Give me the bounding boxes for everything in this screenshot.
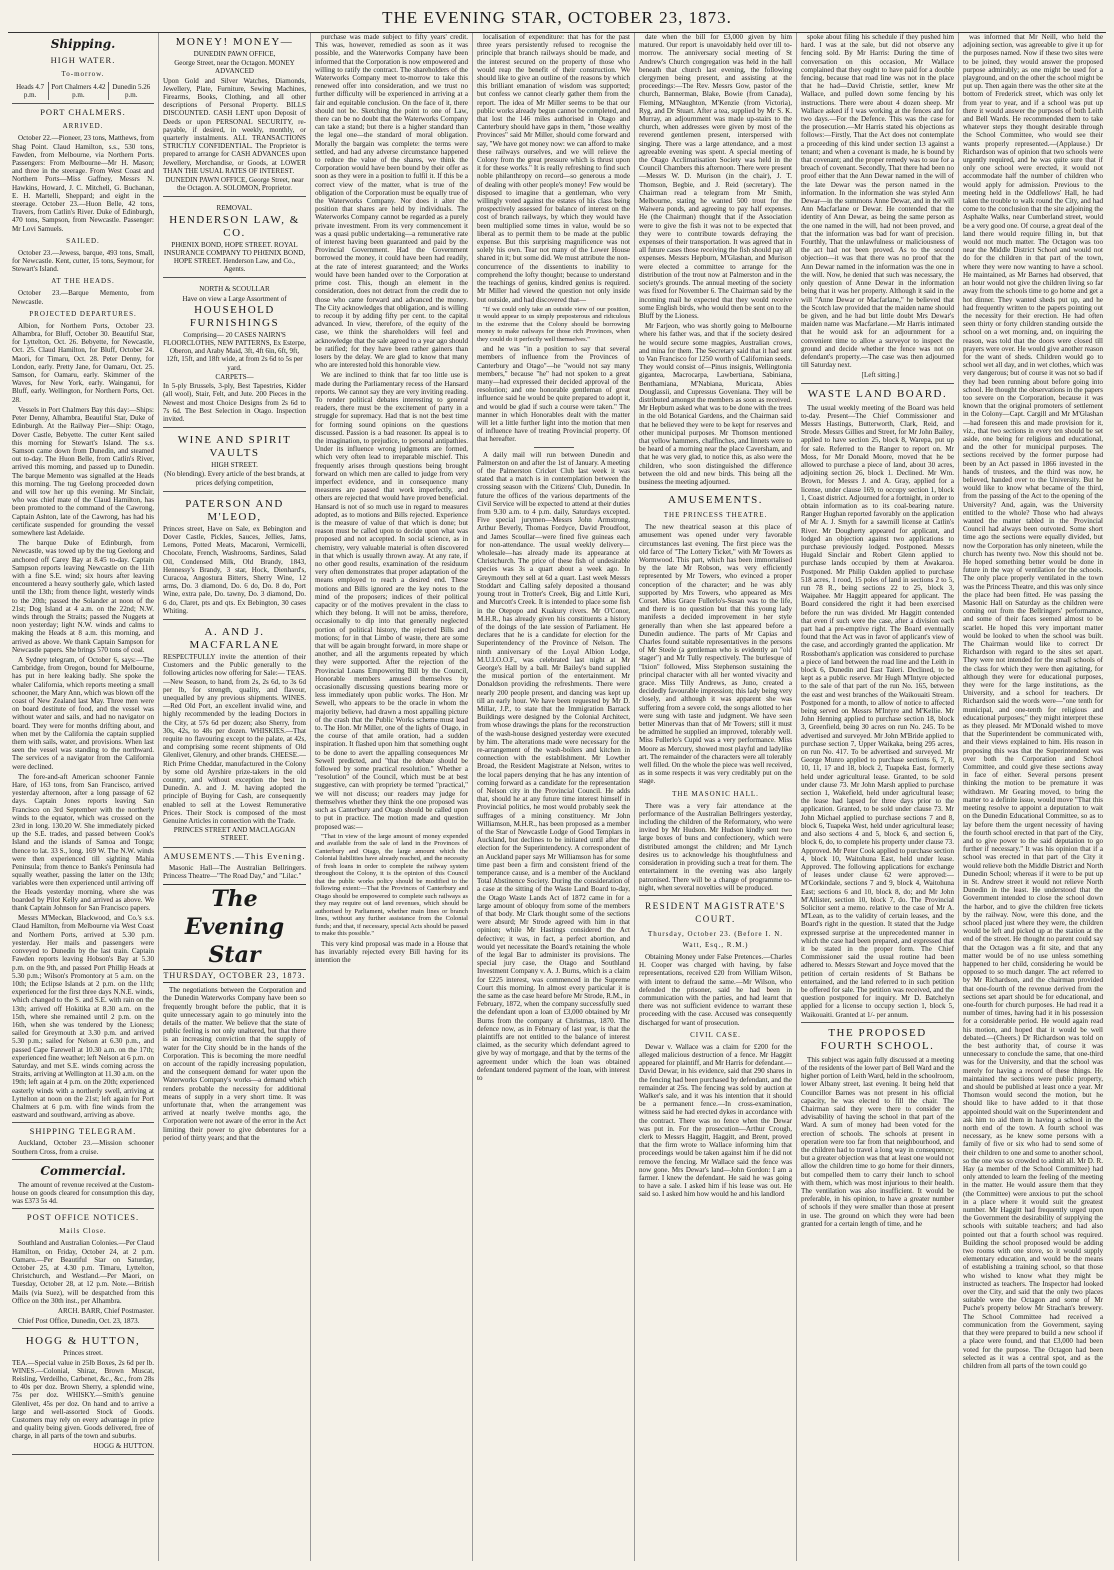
- masonic-hall-heading: THE MASONIC HALL.: [672, 789, 759, 798]
- column-5: [635, 33, 797, 1561]
- north-scoullar-ad: [163, 281, 306, 428]
- projected-text: Albion, for Northern Ports, October 23. Alhambra, for Bluff, October 30. Beautiful Star, for Lyttelton, Oct. 26. Bebyette, for Newcastle, Oct. 25. Claud Hamilton, for Bluff, October 24. Maori, for Timaru, Oct. 28. Peter Denny, for London, early. Pretty Jane, for Oamaru, Oct. 25. Samson, for Oamaru, early. Skimmer of the Waves, for New York, early. Wainganui, for Bluff, early. Wellington, for Northern Ports, Oct. 28.: [12, 321, 154, 404]
- commercial-title: Commercial.: [40, 1163, 126, 1178]
- tide-dunedin: Dunedin 5.26 p.m.: [112, 83, 151, 100]
- column-7: [959, 33, 1107, 1561]
- sailed-text: October 23.—Jewess, barque, 493 tons, Small, for Newcastle. Kent, cutter, 15 tons, Seymour, for Stewart's Island.: [12, 248, 154, 274]
- tide-table: [12, 82, 154, 100]
- waste-land-heading: WASTE LAND BOARD.: [807, 387, 948, 400]
- masonic-hall-text: There was a very fair attendance at the performance of the Australian Bellringers yesterday, including the children of the Reformatory, who were invited by Mr Hudson. Mr Hudson kindly sent two large boxes of buns and confectionery, which were distributed amongst the children; and Mr Lynch desires us to acknowledge his thoughtfulness and consideration in providing such a treat for them. The entertainment in the evening was also largely patronised. There will be a change of programme to-night, when several novelties will be produced.: [639, 801, 792, 892]
- pawn-sub: George Street, near the Octagon. MONEY ADVANCED: [174, 59, 295, 76]
- henderson-ad: [163, 200, 306, 278]
- removal-heading: REMOVAL.: [216, 204, 253, 213]
- telegram-heading: SHIPPING TELEGRAM.: [29, 1126, 137, 1137]
- acclimatisation-text: Mr Farjeon, who was shortly going to Melbourne where his father was, and that if the society desired he would secure some magpies, Australian crows, and mina for them. The Secretary said that it had sent to Van Francisco for 1250 worth of Californian seeds. They would consist of—Pinus insignis, Wellingtonia gigantea, Macrocarpa, Lawbertiana, Sabiniana, Benthamiana, M'Nabiana, Muricata, Abies Douglassii, and Cupressus Goveniana. They will be distributed amongst the members as soon as received. Mr Hepburn asked what was to be done with the trees in the old Botanical Gardens, and the Chairman said that he believed they were to be kept for reserves and other municipal purposes. Mr Thomson mentioned that yellow hammers, chaffinches, and linnets were to be heard of a morning near the place Caversham, and that he was very glad, to notice this, as also were the children, who soon distinguished the difference between the old and new birds. This being all the business the meeting adjourned.: [639, 322, 792, 486]
- postmaster: ARCH. BARR, Chief Postmaster.: [57, 1307, 154, 1315]
- projected-heading: PROJECTED DEPARTURES.: [29, 309, 137, 318]
- fourth-school-text: This subject was again fully discussed at a meeting of the residents of the lower part of Bell Ward and the higher portion of Leith Ward, held in the schoolroom, lower Albany street, last evening. It being held that Councillor Barnes was not present in his official capacity, he was elected to fill the chair. The Chairman said they were there to consider the advisability of having the school in that part of the Ward. A sum of money had been voted for the erection of schools. The schools at present in operation were too far from that neighbourhood, and the children had to travel a long way in consequence; but a greater objection was that at least one would not allow the children time to go home for their dinners, but compelled them to carry their lunch to school with them, which was most injurious to their health. The ventilation was also insufficient. It would be preferable, in his opinion, to have a greater number of schools if they were smaller than those at present in use. The ground on which they were had been granted for a certain length of time, and he: [801, 1055, 954, 1228]
- tide-port-chalmers: Port Chalmers 4.42 p.m.: [49, 82, 108, 100]
- column-1: [8, 33, 159, 1561]
- editorial-text: The negotiations between the Corporation and the Dunedin Waterworks Company have been so frequently brought before the public, that it is quite unnecessary again to go minutely into the details of the matter. We believe that the state of public feeling is not only unaltered, but that there is an increasing conviction that the supply of water for the City should be in the hands of the Corporation. This is becoming the more needful on account of the rapidly increasing population, and the consequent demand for water upon the Waterworks Company's works—a demand which renders probable the necessity for additional means of supply in a very short time. It was unfortunate that, when the arrangement was arrived at nearly twelve months ago, the Corporation were not aware of the error in the Act limiting their power to give debentures for a period of thirty years; and that the: [163, 986, 306, 1142]
- court-text: Obtaining Money under False Pretences.—Charles H. Cooper was charged with having, by false representations, received £20 from William Wilson, with intent to defraud the same.—Mr Wilson, who defended the prisoner, said he had been in communication with the parties, and had learnt that there was not sufficient evidence to warrant these proceeding with the case. Accused was consequently discharged for want of prosecution.: [639, 952, 792, 1027]
- wine-sub: HIGH STREET.: [211, 461, 258, 470]
- column-4: [473, 33, 635, 1561]
- news-items-continued: date when the bill for £3,000 given by him matured. Our report is unavoidably held over till to-morrow. The anniversary social meeting of St Andrew's Church congregation was held in the hall beneath that church last evening, the following clergymen being present, and assisting at the proceedings:—The Rev. Messrs Gow, pastor of the church, Bannerman, Blake, Bowie (from Canada), Fleming, M'Naughton, M'Kenzie (from Victoria), Ryg, and Dr Stuart. After a tea, supplied by Mr S. K. Murray, an adjournment was made up-stairs to the church, when addresses were given by most of the reverend gentlemen present, interspersed with singing. There was a large attendance, and a most agreeable evening was spent. A special meeting of the Otago Acclimatisation Society was held in the Council Chambers this afternoon. There were present—Messrs W. D. Murison (in the chair), J. T. Thomson, Begbie, and J. Reid (secretary). The Chairman read a telegram from Mr Smith, Melbourne, stating he wanted 500 trout for the Waiwera ponds, and agreeing to pay half expenses. He (the Chairman) thought that if the Association were to give the fish it was not to be expected that they were to contribute towards defraying the expenses of their transportation. It was agreed that in all future cases those receiving the fish should pay all expenses. Messrs Hepburn, M'Glashan, and Murison were elected a committee to arrange for the distribution of the trout now at Palmerston and in the society's grounds. The annual meeting of the society was fixed for November 6. The Chairman said by the incoming mail he expected that they would receive some English birds, who would then be sent on to the Bluff by the Lioness.: [639, 33, 792, 320]
- pawn-office-ad: [163, 33, 306, 197]
- evening-star-title: The Evening Star: [163, 884, 306, 969]
- localisation-article: localisation of expenditure: that has for the past three years persistently refused to recognise the principle that branch railways should be made, and the interest secured on the property of those who would reap the benefit of their construction. We should like to give an outline of the reasons by which this brilliant emanation of wisdom was supported; but confess we cannot clearly gather them from the report. The idea of Mr Miller seems to be that our public works already begun cannot be completed, and that lost the 146 miles authorised in Otago and Canterbury should have gaps in them, "those wealthy Provinces" said Mr Miller, should come forward and say, "We have got money now: we can afford to make these railways ourselves, and we will relieve the Colony from the great pressure which is thrust upon it for these works." It is really refreshing to find such noble philanthropy on record—so generous a mode of dealing with other people's money! Few would be disposed to imagine that a gentleman, who very willingly voted against the estates of his class being prospectively assessed for balance of interest on the cost of branch railways, by which they would have been multiplied some times in value, would be so liberal as to permit them to be made at the public expense. But this surprising magnificence was not solely his own. Tear not many of the Lower House shared in it; but some did. We must attribute the non-concurrence of the dissentients to inability to comprehend the lofty thought; because to understand the teachings of genius, kindred genius is required. Mr Miller had viewed the question not only inside but outside, and had discovered that—: [477, 33, 630, 304]
- fourth-school-heading: THE PROPOSED FOURTH SCHOOL.: [820, 1026, 935, 1052]
- miller-quote: "If we could only take an outside view of our position, it would appear to us simply preposterous and ridiculous in the extreme that the Colony should be borrowing money to make railways for those rich Provinces, when they could do it perfectly well themselves.": [477, 305, 630, 343]
- arrived-text: October 22.—Pioneer, 23 tons, Matthews, from Shag Point. Claud Hamilton, s.s., 530 tons, Fawden, from Melbourne, via Northern Ports. Passengers: From Melbourne—Mr H. Mason; and three in the steerage. From West Coast and Northern Ports—Miss Gaffney, Messrs N. Hawkins, Howard, J. C. Mitchell, G. Buchanan, E. H. Martelli, Sheppard; and eight in the steerage. October 23.—Huon Belle, 42 tons, Travers, from Catlin's River. Duke of Edinburgh, 470 tons, Sampson, from Newcastle. Passenger: Mr Lovi Samuels.: [12, 134, 154, 233]
- customs-text: The amount of revenue received at the Custom-house on goods cleared for consumption this day, was £373 5s 4d.: [12, 1180, 154, 1206]
- hogg-text: TEA.—Special value in 25lb Boxes, 2s 6d per lb. WINES.—Colonial, Shiraz, Brown Muscat, Reisling, Verdeilho, Carbenet, &c., &c., from 28s to 40s per doz. Brown Sherry, a splendid wine, 75s per doz. WHISKY.—Smith's genuine Glenlivet, 45s per doz. On hand and to arrive a large and well-assorted Stock of Goods. Customers may rely on every advantage in price and quality being given. Goods delivered, free of charge, in all parts of the town and suburbs.: [12, 1358, 154, 1441]
- henderson-text: PHŒNIX BOND, HOPE STREET. ROYAL INSURANCE COMPANY TO PHŒNIX BOND, HOPE STREET. Henderson Law, and Co., Agents.: [163, 240, 306, 274]
- money-heading: MONEY! MONEY—: [175, 36, 294, 48]
- shipping-title: Shipping.: [50, 37, 116, 51]
- wine-text: (No blending). Every article of the best brands, at prices defying competition,: [164, 470, 305, 487]
- hansard-article: We are inclined to think that far too little use is made during the Parliamentary recess of the Hansard reports. We cannot say they are very inviting reading. To render political debates interesting to general readers, there must be the excitement of party in a struggle for supremacy. Had that is not the best time for forming sound opinions on the questions discussed. Passion is a bad reasoner. Its appeal is to the imagination, to prejudice, to personal antipathies. Under its influence wrong judgments are formed, which very often lead to irreparable mischief. This frequently arises through questions being brought forward on which men are called to judge from very imperfect evidence, and in consequence many measures are passed that work imperfectly, and others are rejected that would have proved beneficial. Hansard is not of so much use in regard to measures adopted, as to motions and Bills rejected. Experience is the measure of value of that which is done; but reason must be called upon to decide upon what was proposed and not accepted. In social science, as in chemistry, very valuable material is often discovered in that which is usually thrown away. At any rate, if no other good results, examination of the residuum very often demonstrates that proper adaptation of the means employed to reach a desired end. These motions and Bills ignored are the key notes to the mind of the proposers; indices of their political capacity or of the motives prevalent in the class to which they belong. It will not be amiss, therefore, occasionally to dip into that generally neglected portion of political history, the rejected Bills and motions; for in that Limbo of waste, there are some that will be again brought forward, in more shape or another, and all the arguments repeated by which they were supported. After the rejection of the Provincial Loans Empowering Bill by the Council, Honorable members amused themselves by occasionally discussing questions bearing more or less immediately upon public works. The Hon. Mr Sewell, who appears to be the oracle in whom the majority believe, had drawn a most appalling picture of the crash that the Public Works scheme must lead to. The Hon. Mr Miller, one of the lights of Otago, in the course of that amile oration, had a sudden inspiration. It flashed upon him that something ought to be done to avert the appalling consequences Mr Sewell predicted, and "that the debate should be followed by some practical resolution." Whether a "resolution" of the Council, which must be at best suggestive, can with propriety be termed "practical," we will not discuss; our readers may judge for themselves whether they think the one proposed was such as Canterbury and Otago should be called upon to put in practice. The motion made and question proposed was:—: [315, 371, 468, 831]
- civil-case-text: Dewar v. Wallace was a claim for £200 for the alleged malicious destruction of a fence. Mr Haggitt appeared for plaintiff, and Mr Harris for defendant.—David Dewar, in his evidence, said that 290 shares in the fencing had been purchased by defendant, and the remainder at 25s. The fencing was sold by auction at Walker's sale, and it was his intention that it should be a permanent fence.—In cross-examination, witness said he had erected dykes in accordance with the contract. There was no fence when the Dewar was put in. For the prosecution—Arthur Crough, clerk to Messrs Haggitt, Haggitt, and Brent, proved that the firm wrote to Wallace informing him that proceedings would be taken against him if he did not remove the fencing. Mr Wallace said the fence was now gone. Mrs Dewar's land—John Gordon: I am a farmer. I knew the defendant. He said he was going to have a sale. I asked him if his lease was out. He said so. I asked him how would he and his landlord: [639, 1042, 792, 1199]
- columns: [8, 33, 1106, 1561]
- hogg-sub: Princes street.: [63, 1349, 103, 1358]
- column-3: [311, 33, 473, 1561]
- hansard-continued: This very kind proposal was made in a House that has invariably rejected every Bill having for its intention the: [315, 939, 468, 965]
- at-heads-heading: AT THE HEADS.: [51, 277, 115, 286]
- princess-theatre-text: The new theatrical season at this place of amusement was opened under very favorable circumstances last evening. The first piece was the old farce of "The Lottery Ticket," with Mr Towers as Wormwood. This part, which has been immortalised by the late Mr Robson, was very efficiently represented by Mr Towers, who evinced a proper conception of the character; and he was ably supported by Mrs Towers, who appeared as Mrs Corset. Miss Grace Fullerlo's-Susan was to the life, and there is no question but that this young lady manifests a decided improvement in her style generally than when she last appeared before a Dunedin audience. The parts of Mr Capias and Charles found suitable representatives in the persons of Mr Steele (a gentleman who is evidently an "old stager") and Mr Tully respectively. The burlesque of "Ixion" followed, Miss Stephenson sustaining the principal character with all her wonted vivacity and grace. Miss Tilly Andrews, as Juno, created a decidedly favourable impression; this lady being very closely, and although it was apparent she was suffering from a severe cold, the songs allotted to her were sung with taste and judgment. We have seen better Minervas than that of Mr Towers; still it must be admitted he supplied an improved, tolerably well. Miss Fullerlo's Cupid was a very performance. Miss Moore as Mercury, showed most playful and ladylike art. The remainder of the characters were all tolerably well filled. On the whole the piece was well received, as in some respects it was very creditably put on the stage.: [639, 523, 792, 786]
- paterson-mleod-ad: [163, 495, 306, 620]
- masthead: THE EVENING STAR, OCTOBER 23, 1873.: [8, 6, 1106, 33]
- north-heading: NORTH & SCOULLAR: [199, 285, 270, 294]
- pawn-sign: DUNEDIN PAWN OFFICE, George Street, near the Octagon. A. SOLOMON, Proprietor.: [165, 176, 304, 193]
- editorial-continued: purchase was made subject to fifty years' credit. This was, however, remedied as soon as it was possible, and the Waterworks Company have been informed that the Corporation is now empowered and willing to ratify the contract. The shareholders of the Waterworks Company meet to-morrow to take this renewed offer into consideration, and we trust no further difficulty will be experienced in arriving at a fair and equitable conclusion. On the face of it, there should not be. Sketching the point to one of Law, there can be no doubt that the Waterworks Company can take a stand; but there is a higher standard than the legal one—the standard of moral obligation. Morally the bargain was complete: the terms were settled, and had any adverse circumstance happened to reduce the value of the shares, we think the Corporation would have been bound by their offer as soon as they were in a position to fulfil it. If this be a correct view of the matter, what is true of the obligation of the Corporation must be equally true of the Waterworks Company. Nor does it alter the position that shares are held by individuals. The Waterworks Company cannot be regarded as a purely private investment. From its very commencement it was a quasi public undertaking—a remunerative rate of interest having been guaranteed and paid by the Provincial Government. Had the Government borrowed the money, it could have been had readily, at the rate of interest guaranteed; and the Works would have been handed over to the Corporation at prime cost. This, though an element in the consideration, does not detract from the credit due to those who came forward and advanced the money. The City acknowledges that obligation, and is willing to recoup it by adding fifty per cent. to the capital advanced. In view, therefore, of the equity of the case, we think the shareholders will feel and acknowledge that the sale agreed to a year ago should be ratified; for they have been rather gainers than losers by the delay. We are glad to know that many who are interested hold this honorable view.: [315, 33, 468, 370]
- pawn-text: Upon Gold and Silver Watches, Diamonds, Jewellery, Plate, Furniture, Sewing Machines, Firearms, Books, Clothing, and all other descriptions of Personal Property. BILLS DISCOUNTED. CASH LENT upon Deposit of Deeds or upon PERSONAL SECURITY, re-payable, if desired, in weekly, monthly, or quarterly instalments. ALL TRANSACTIONS STRICTLY CONFIDENTIAL. The Proprietor is prepared to arrange for CASH ADVANCES upon Jewellery, Merchandise, or Goods, at LOWER THAN THE USUAL RATES OF INTEREST.: [163, 76, 306, 175]
- shipping-body-2: The barque Duke of Edinburgh, from Newcastle, was towed up by the tug Geelong and anchored off Carey Bay at 8.45 to-day. Captain Sampson reports leaving Newcastle on the 11th with a fine S.E. wind; six hours after leaving encountered a heavy southerly gale, which lasted until the 13th; from thence light, westerly winds to the 20th; passed the Solander at noon of the 21st; Dog Island at 4 a.m. on the 22nd; N.W. winds through the Straits; passed the Nuggets at noon yesterday; light N.W. winds and calms to making the Heads at 8 a.m. this morning, and arrived as above. We thank Captain Sampson for Newcastle papers. She brings 570 tons of coal.: [12, 539, 154, 654]
- amusements-tonight-heading: AMUSEMENTS.—This Evening.: [163, 850, 306, 861]
- localisation-conclusion: and he was "in a position to say that several members of influence from the Provinces of Canterbury and Otago"—he "would not say many members," because "he" had not spoken to a great many—had expressed their decided approval of the resolution; and one honorable gentleman of great influence said he would be quite prepared to adopt it, and would be glad if such a course were taken." The manner in which Honorables dealt with the matter will let a little further light into the motion that men of influence have of treating Provincial property. Of that hereafter.: [477, 345, 630, 444]
- court-heading: RESIDENT MAGISTRATE'S COURT.: [645, 900, 786, 924]
- paterson-text: Princes street, Have on Sale, ex Bebington and Dover Castle, Pickles, Sauces, Jellies, Jams, Lemons, Potted Meats, Macaroni, Vermicelli, Chocolate, French, Washrooms, Sardines, Salad Oil, Condensed Milk, Old Brandy, 1843, Hennessy's Brandy, 3 star, Hock, Dienhard's, Curacoa, Angostura Bitters, Sherry Wine, 12 arms, Do. 3 diamond, Do. 6 do, Do. 8 do, Port Wine, extra pale, Do. tawny, Do. 3 diamond, Do. 6 do, Claret, pts and qts. Ex Bebington, 30 cases Whiting.: [163, 524, 306, 615]
- waste-land-text: The usual weekly meeting of the Board was held to-day. Present—The Chief Commissioner and Messrs Hastings, Butterworth, Clark, Reid, and Strode. Messrs Gillies and Street, for Mr John Bailey, applied to have section 25, block 8, Warepa, put up for sale. Referred to the Ranger to report on. Mr Moss, for Mr Donald Moore, moved that he be allowed to purchase a piece of land, about 30 acres, adjoining section 26, block 1. Declined. Mr Wm. Brown, for Messrs J. and A. Gray, applied for a license, under clause 169, to occupy section 1, block 1, Coast district. Adjourned for a fortnight, in order to obtain information as to its coal-bearing nature. Ranger Hughan reported favorably on the application of Mr A. J. Smyth for a sawmill license at Catlin's River. Mr Dougherty appeared for applicant, and lodged an objection against two applications to purchase previously lodged. Postponed. Messrs Hugald Sinclair and Robert Glenn applied to purchase lands occupied by them at Awakaroa. Postponed. Mr Philip Oakden applied to purchase 518 acres, 1 rood, 15 poles of land in sections 2 to 5, run 78 R., being sections 22 to 25, block 3, Waipahee. Mr Haggitt appeared for applicant. The Board considered the right it had been exercised before the run was divided. Mr Haggitt contended that even if such were the case, after a division each part had a pre-emptive right. The Board eventually found that the Act was in favor of applicant's view of the case, and accordingly granted the application. Mr Rossbotham's application was considered to purchase a piece of land between the road line and the Leith in block 6, Dunedin and East Taieri. Declined, to be kept as a public reserve. Mr Hugh M'Intyre objected to the sale of that part of the run No. 165, between the east and west branches of the Waikouaiti Stream. Postponed for a month, to allow of notice to affected being served on Messrs M'Intyre and M'Kellie. Mr John Henning applied to purchase section 18, block 3, Greenfield, being 30 acres on run No. 245. To be advertised and surveyed. Mr John M'Bride applied to purchase section 7, Upper Waikaka, being 295 acres, on run No. 417. To be advertised and surveyed. Mr George Munro applied to purchase sections 6, 7, 8, 10, 11, 17 and 18, block 2, Tuapeka East, formerly held under agricultural lease. Granted, to be sold under clause 73. Mr John Marsh applied to purchase section 1, Wakefield, held under agricultural lease; the lease had lapsed for three days prior to the application. Granted, to be sold under clause 73. Mr John Michael applied to purchase sections 7 and 8, block 6, Tuapeka West, held under agricultural lease; and also sections 4 and 5, block 6, and section 6, block 6, do, to complete his property under clause 73. Approved. Mr Peter Cook applied to purchase section 4, block 10, Waitohuna East, held under lease. Approved. The following applications for exchange of leases under clause 62 were approved:—M'Corkindale, sections 7 and 9, block 4, Waitohuna East; sections 6 and 10, block 8, do; and Mr John M'Allister, section 10, block 7, do. The Provincial Solicitor sent a memo. relative to the case of Mr A. M'Lean, as to the validity of certain leases, and the Board's right in the question. It stated that the Judge expressed surprise at the unprecedented manner in which the case had been prepared, and expressed that it be stated in the proper form. The Chief Commissioner said the usual routine had been adhered to. Messrs Stewart and Joyce moved that the petition of certain residents of St Bathans be entertained, and the land referred to in such petition be offered for sale. The petition was received, and the question postponed for inquiry. Mr D. Batchelyn applied for a license to occupy section 1, block 5, Waikouaiti. Granted at 1/- per annum.: [801, 403, 954, 1019]
- shipping-body-4: The fore-and-aft American schooner Fannie Hare, of 163 tons, from San Francisco, arrived yesterday afternoon, after a long passage of 62 days. Captain Jones reports leaving San Francisco on 3rd September with the northerly winds to the equator, which was crossed on the 23rd in long. 130.20 W. She immediately picked up the S.E. trades, and passed between Cook's Island and the islands of Samoa and Tonga; thence to lat. 33 S., long. 169 W. The N.W. winds were then experienced till sighting Mahia Peninsula; from thence to Banks's Peninsula had squally weather, passing the latter on the 13th; variables were then experienced until arriving off the Heads yesterday morning, where she was boarded by Pilot Kelly and arrived as above. We thank Captain Johnson for San Francisco papers.: [12, 772, 154, 913]
- tide-heads: Heads 4.7 p.m.: [12, 82, 49, 100]
- household-text: Comprising— 20 CASES NAIRN'S FLOORCLOTHS, NEW PATTERNS, Ex Esterpe, Oberon, and Araby Maid, 3ft, 4ft 6in, 6ft, 9ft, 12ft, 15ft, and 18ft wide, at from 2s 6d to 5s per yard.: [163, 330, 306, 372]
- princess-theatre-heading: THE PRINCESS THEATRE.: [663, 511, 768, 520]
- wine-heading: WINE AND SPIRIT VAULTS: [177, 434, 292, 460]
- editorial-dateline: THURSDAY, OCTOBER 23, 1873.: [163, 969, 306, 983]
- macfarlane-ad: [163, 623, 306, 848]
- henderson-heading: HENDERSON LAW, & CO.: [169, 213, 300, 239]
- household-heading: HOUSEHOLD FURNISHINGS: [189, 303, 280, 329]
- mails-text: Southland and Australian Colonies.—Per Claud Hamilton, on Friday, October 24, at 2 p.m. Oamaru.—Per Beautiful Star on Saturday, October 25, at 4.30 p.m. Timaru, Lyttelton, Christchurch, and Westland.—Per Maori, on Tuesday, October 28, at 12 p.m. Note.—British Mails (via Suez), will be despatched from this Office on the 30th inst., per Alhambra.: [12, 1239, 154, 1305]
- shipping-body-5: Messrs M'Meckan, Blackwood, and Co.'s s.s. Claud Hamilton, from Melbourne via West Coast and Northern Ports, arrived at 5.30 p.m. yesterday. Her mails and passengers were conveyed to Dunedin by the last train. Captain Fawden reports leaving Hobson's Bay at 5.30 p.m. on the 9th, and passed Port Phillip Heads at 5.30 p.m.; Wilson's Promontory at 5 a.m. on the 10th; the Eclipse Islands at 2 p.m. on the 11th; experienced for the first three days N.N.E. winds, which changed to the S. and S.E. with rain on the 13th; arrived off Hokitika at 8.30 a.m. on the 15th, where she remained until 2 p.m. on the 16th, when she was tendered by the Lioness; sailed for Greymouth at 3.30 p.m. and arrived 5.30 p.m.; sailed for Nelson at 6.30 p.m., and passed Cape Farewell at 10.30 a.m. on the 17th; experienced fine weather; left Nelson at 6 p.m. on Saturday, and met S.E. winds coming across the Straits, arriving at Wellington at 11.30 a.m. on the 19th; left again at 4 p.m. on the 20th; experienced easterly winds with a northerly swell, arriving at Lyttelton at noon on the 21st; left again for Port Chalmers at 6 p.m. with fine winds from the eastward and southward, arriving as above.: [12, 914, 154, 1120]
- shipping-body-3: A Sydney telegram, of October 6, says:—The Cambridge, from Oregon, bound for Melbourne, has put in here leaking badly. She spoke the whaler California, which reports meeting a small schooner, the Mary Ann, which was blown off the coast of New Zealand last May. Three men were on board destitute of food, and the vessel was without water and sails, and had no navigator on board. They were for months drifting about, and when met by the California the captain supplied them with sails, water, and provisions. When last seen the vessel was standing to the northward. The services of a navigator from the California were declined.: [12, 655, 154, 771]
- pawn-heading: DUNEDIN PAWN OFFICE,: [193, 50, 276, 58]
- macfarlane-text: RESPECTFULLY invite the attention of their Customers and the Public generally to the following articles now offering for Sale:— TEAS.—New Season, to hand, from 2s, 2s 6d, to 3s 6d per lb, for strength, quality, and flavour, unequalled by any previous shipments. WINES.—Red Old Port, an excellent invalid wine, and highly recommended by the leading Doctors in the City, at 57s 6d per dozen; also Sherry, from 30s, 42s, to 48s per dozen. WHISKIES.—That requite no flavouring except to the palate, at 42s, and comprising some recent shipments of Old Glenlivet, Glenury, and other brands. CHEESE.—Rich Prime Cheddar, manufactured in the Colony by some old Ayrshire prize-takers in the old country, and without exception the best in Dunedin. A. and J. M. having adopted the principle of Buying for Cash, are consequently enabled to sell at the Lowest Remunerative Prices. Their Stock is composed of the most Genuine Articles in connection with the Trade.: [163, 652, 306, 826]
- port-chalmers-heading: PORT CHALMERS.: [40, 107, 126, 118]
- paterson-heading: PATERSON AND M'LEOD,: [185, 497, 284, 523]
- hogg-hutton-ad: [12, 1332, 154, 1454]
- carpets-heading: CARPETS—: [215, 372, 254, 381]
- column-6: [797, 33, 959, 1561]
- amusements-tonight-text: Masonic Hall—The Australian Bellringers. Princess Theatre—"The Road Day," and "Lilac.": [163, 863, 306, 880]
- news-items: A daily mail will run between Dunedin and Palmerston on and after the 1st of January. A meeting of the Palmerston Cricket Club last week it was stated that a match is in contemplation between the crossing season with the Citizens' Club, Dunedin. In future the offices of the various departments of the Civil Service will be expected to attend at their duties from 9.30 a.m. to 4 p.m. daily, Saturdays excepted. Five special jurymen—Messrs John Armstrong, Arthur Beverly, Thomas Fordyce, David Proudfoot, and James Scoullar—were fined five guineas each for non-attendance. The usual weekly delivery—wholesale—has already made its appearance at Christchurch. The price of these fish of undesirable species was 3s a quart about a week ago. In Greymouth they sell at 6d a quart. Last week Messrs Stoddart and Calling safely deposited a thousand young trout in Trotter's Creek, Big and Little Kuri, and Murcott's Creek. It is intended to place some fish in the Otepopo and Kuakury rivers. Mr O'Conor, M.H.R., has already given his constituents a history of the doings of the late session of Parliament. He declares that he is a candidate for election for the Superintendency of the Province of Nelson. The ninth anniversary of the Loyal Albion Lodge, M.U.I.O.O.F., was celebrated last night at Mr George's Hall by a ball. Mr Bailey's band supplied the musical portion of the entertainment. Mr Donaldson providing the refreshments. There were nearly 200 people present, and dancing was kept up till an early hour. We have been requested by Mr D. Millar, J.P., to state that the Immigration Barrack Buildings were designed by the Colonial Architect, from whose drawings the plans for the reconstruction of the wash-house designed yesterday were executed by him. The alterations made were necessary for the re-arrangement of the wash-boilers and kitchen in connection with the establishment. Mr Lowther Broad, the Resident Magistrate at Nelson, writes to the local papers denying that he has any intention of coming forward as a candidate for the representation of Nelson city in the Provincial Council. He adds that, should he at any future time interest himself in Provincial politics, he most would probably seek the suffrages of a mining constituency. Mr John Williamson, M.H.R., has been proposed as a member of the Star of Newcastle Lodge of Good Templars in Auckland, but declines to be initiated until after the election for the Superintendency. A correspondent of an Auckland paper says Mr Williamson has for some time past been a firm and consistent friend of the temperance cause, and is a member of the Auckland Total Abstinence Society. During the consideration of a case at the sitting of the Waste Land Board to-day, the Otago Waste Lands Act of 1872 came in for a large amount of obloquy from some of the members of that body. Mr Clark thought some of the sections were absurd; Mr Strode agreed with him in that opinion; while Mr Hastings considered the Act defective; it was, in fact, a perfect abortion, and would yet necessitate the Board's retaining the whole of the legal Bar to administer its provisions. The special jury case, the Otago and Southland Investment Company v. A. J. Burns, which is a claim for £225 interest, was commenced in the Supreme Court this morning. In almost every particular it is the same as the case heard before Mr Strode, R.M., in February, 1872, when the company successfully sued the defendant upon a loan of £3,000 obtained by Mr Burns from the company at Christmas, 1870. The defence now, as in February of last year, is that the plaintiffs are not entitled to the balance of interest claimed, as the security which defendant agreed to give by way of mortgage, and that by the terms of the agreement under which the loan was obtained defendant tendered payment of the loan, with interest to: [477, 450, 630, 1083]
- macfarlane-heading: A. AND J. MACFARLANE: [189, 625, 280, 651]
- north-text: Have on view a Large Assortment of: [182, 294, 287, 303]
- amusements-heading: AMUSEMENTS.: [667, 494, 764, 507]
- macfarlane-address: PRINCES STREET AND MACLAGGAN STREET.: [173, 826, 296, 843]
- post-office-date: Chief Post Office, Dunedin, Oct. 23, 1873.: [18, 1317, 140, 1326]
- tomorrow-label: To-morrow.: [61, 70, 105, 78]
- telegram-text: Auckland, October 23.—Mission schooner Southern Cross, from a cruise.: [12, 1139, 154, 1156]
- fourth-school-continued: was informed that Mr Neill, who held the adjoining section, was agreeable to give it up for the purposes named. Now if these two sites were to be joined, they would answer the proposed purpose admirably; as one might be used for a playground, and on the other the school might be put up. Then again there was the other site at the bottom of Frederick street, which was only let from year to year, and if a school was put up there it would answer the purposes of both Leith and Bell Wards. He recommended them to take whatever steps they thought desirable through the School Committee, who would see their wants properly represented.—(Applause.) Dr Richardson was of opinion that two schools were urgently required, and he was quite sure that if only one school were erected, it would not accommodate half the number of children who would apply for admission. Previous to the meeting held in the Oddfellows' Hall, he had taken the trouble to walk round the City, and had come to the conclusion that the site adjoining the Asphalte Walks, near Cumberland street, would be a very good one. Of course, a great deal of the land there would require filling in, but that would not much matter. The Octagon was too near the Middle District School and would not do for the children in that part of the town, where they were now wanting to have a school. He maintained, as Mr Barnes had observed, that an hour would not give the children living so far away from the schools time to go home and get a hot dinner. They wanted sheds put up, and he had frequently written to the papers pointing out the necessity for their erection. He had often seen thirty or forty children standing outside the school on a wet morning, and, on inquiring the reason, was told that the doors were closed till prayers were over. He would give another reason for the want of sheds. Children would go to school wet all day, and in wet clothes, which was very dangerous; but of course it was not so bad if they had been running about before going into school. He thought the observations in the papers too severe on the Corporation, because it was known that the original promoters of settlement in the Colony—Capt. Cargill and Mr M'Glashan—had foreseen this and made provision for it, viz., that two sections in every ten should be set aside, one being for religious and educational, and the other for municipal purposes. The sections received by the former purpose had been by an Act passed in 1866 invested in the hands of trustees, and the third was now, he believed, handed over to the University. But he would like to know what became of the third, from the passing of the Act to the opening of the University? And, again, was the University entitled to the whole? Those who had always wanted the matter tabled in the Provincial Council had always been outvoted. Some short time ago the sections were equally divided, but now the Corporation has only nineteen, while the church has twenty two. Now this should not be. He hoped something better would be done in future in the way of ventilation for the schools. The only place properly ventilated in the town was the Princess Theatre, and this was only since the place had been fitted. He was passing the Masonic Hall on Saturday as the children were coming out from the Bellringers' performance, and some of their faces seemed almost to be scarlet. He hoped this very important matter would be looked to when the school was built. The Chairman would like to correct Dr Richardson with regard to the sites set apart. They were not intended for the small schools of the class for which they were then agitating, for although they were for educational purposes, they were for the large institutions, as the University, and a school for teachers. Dr Richardson said the words were—"one tenth for municipal, and one-tenth for religious and educational purposes;" they might interpret these as they pleased. Mr M'Donald wished to move that the Superintendent be communicated with, and their views explained to him. His reason in proposing this was that the Superintendent was over both the Corporation and School Committee, and could give these sections away in face of either. Several persons present thinking the motion to be premature it was withdrawn. Mr Gearing moved, to bring the matter to a definite issue, would move "That this meeting resolve to appoint a deputation to wait on the Dunedin Educational Committee, so as to lay before them the urgent necessity of having the fourth school erected in that part of the City, and to give power to the said deputation to go further if necessary." It was his opinion that if a school was erected in that part of the City it would relieve both the Middle District and North Dunedin School; whereas if it were to be put up in St. Andrew street it would not relieve North Dunedin in the least. He understood that the Government intended to close the school down the harbor, and to give the children free tickets by the railway. Now, were this done, and the school placed just where they were, the children would be left and picked up at the station at the end of the street. He thought no parent could say that the Octagon was a fit site, and that any matter would be of no use unless something happened to her child, considering he would be opposed to so much danger. The act referred to by Mr Richardson, and the chairman provided that one-fourth of the revenue derived from the sections set apart should be for educational, and one-fourth for church purposes. He had read it a number of times, having had it in his possession for a considerable period. He would again read his motion, and hoped that it would be well debated.—(Cheers.) Dr Richardson was told on the best authority that, of course it was unnecessary to conclude the same, that one-third was for the University, and that the school was merely for having a record of these things. He maintained the sections were public property, and should be published at least once a year. Mr Thomson would second the motion, but he should like to have added to it that those appointed should wait on the Superintendent and ask him to aid them in having a school in the north end of the town. A fourth school was necessary, as he knew some persons with a family of five or six who had to send some of their children to one and some to another school, so the one was so crowded to admit all. Mr D. R. Hay (a member of the School Committee) had only attended to learn the feeling of the meeting in the matter. He would assure them that they (the Committee) were anxious to put the school in a place where it would suit the greatest number. Mr Haggitt had frequently urged upon the Government the desirability of supplying the schools with suitable teachers; and had also pointed out that a fourth school was required. Building the school proposed would be adding two rooms with one stove, so it would supply elementary education, and would be the means of establishing a training school, so that those who wished to know what they might be instructed as teachers. The Inspector had looked over the City, and said that the only two places suitable were the Octagon and some of Mr Puche's property below Mr Strachan's brewery. The School Committee had received a communication from the Government, saying that they were prepared to build a new school if a place were found, and that £3,000 had been voted for the purpose. The Octagon had been selected as it was a central spot, and as the children from all parts of the town could go: [963, 33, 1103, 1370]
- arrived-heading: ARRIVED.: [62, 122, 104, 131]
- hansard-quote: "That in view of the large amount of money expended and available from the sale of land in the Provinces of Canterbury and Otago, the large amount which the Colonial liabilities have already reached, and the necessity of fresh loans in order to complete the railway system throughout the Colony, it is the opinion of this Council that the public works policy should be modified to the following extent:—That the Provinces of Canterbury and Otago should be empowered to complete such railways as they may require out of land revenues, which should be authorised by Parliament, whether main lines or branch lines, without any further assistance from the Colonial funds; and that, if necessary, special Acts should be passed to make this possible.": [315, 832, 468, 938]
- column-2: [159, 33, 311, 1561]
- wine-vaults-ad: [163, 431, 306, 492]
- high-water-heading: HIGH WATER.: [50, 55, 116, 65]
- hogg-sign: HOGG & HUTTON.: [93, 1441, 154, 1450]
- carpets-text: In 5-ply Brussels, 3-ply, Best Tapestries, Kidder (all wool), Stair, Felt, and Jute. 200 Pieces in the Newest and most Choice Designs from 2s 6d to 7s 6d. The Best Selection in Otago. Inspection invited.: [163, 382, 306, 423]
- left-sitting: [Left sitting.]: [861, 371, 900, 380]
- shipping-body-1: Vessels in Port Chalmers Bay this day:—Ships: Peter Denny, Alhambra, Beautiful Star, Duke of Edinburgh. At the Railway Pier—Ship: Otago, Dover Castle, Bebyette. The cutter Kent sailed this morning for Stewart's Island. The s.s. Samson came down from Dunedin, and steamed out to-day. The Huon Belle, from Catlin's River, arrived this morning, and passed up to Dunedin. The barque Memento was signalled at the Heads this morning. The tug Geelong proceeded down and will tow her up this evening. Mr Sinclair, who was chief mate of the Claud Hamilton, has been promoted to the command of the Cawrong, Captain Ashton, late of the Cawrong, has had his certificate suspended for grounding the vessel somewhere last Adelaide.: [12, 405, 154, 537]
- at-heads-text: October 23.—Barque Memento, from Newcastle.: [12, 289, 154, 306]
- hogg-heading: HOGG & HUTTON,: [25, 1335, 141, 1348]
- post-office-heading: POST OFFICE NOTICES.: [26, 1212, 140, 1223]
- court-sub: Thursday, October 23. (Before I. N. Watt, Esq., R.M.): [647, 929, 784, 949]
- civil-case-heading: CIVIL CASE.: [690, 1030, 741, 1039]
- civil-case-continued: spoke about filing his schedule if they pushed him hard. I was at the sale, but did not observe any fencing sold. By Mr Harris: During the time of conversation on this occasion, Mr Wallace complained that they ought to have paid for a double fencing, because that road line was not in the place that he had—David Christie, settler, knew Mr Wallace, and pulled down some fencing by his instructions. There were about 4 dozen sheep. Mr Wallace asked if I was working at the fences and for two days.—For the Defence. This was the case for the prosecution.—Mr Harris stated his objections as follows:—Firstly, That the Act does not contemplate a proceeding of this kind under section 13 against a tenant; and when a covenant is made, he is bound by that covenant; and the proper remedy was to sue for a breach of covenant. Secondly, That there had been no proof either that the Ann Dewar named in the will of the late Dewar was the person named in the information. In the information she was styled Ann Dewar—in the summons Anne Dewar, and in the will Ann Macfarlane or Dewar. He contended that the identity of Ann Dewar, as being the same person as the one named in the will, had not been proved, and that the information was bad for want of precision. Fourthly, That the unlawfulness or maliciousness of the act had not been proved. As to the second objection—it was that there was no proof that the Ann Dewar named in the information was the one in the will. Now, he denied that such was necessary, the only question of Anne Dewar in the information being that it was her property. Although it said in the will "Anne Dewar or Macfarlane," he believed that the Scotch law provided that the maiden name should be given, and he had but little doubt Mrs Dewar's maiden name was Macfarlane.—Mr Harris intimated that he would ask for an adjournment for a convenient time to allow a surveyor to inspect the ground and decide whether the fence was not on defendant's property.—The case was then adjourned till Saturday next.: [801, 33, 954, 370]
- sailed-heading: SAILED.: [66, 236, 100, 245]
- mails-close-heading: Mails Close.: [59, 1227, 107, 1236]
